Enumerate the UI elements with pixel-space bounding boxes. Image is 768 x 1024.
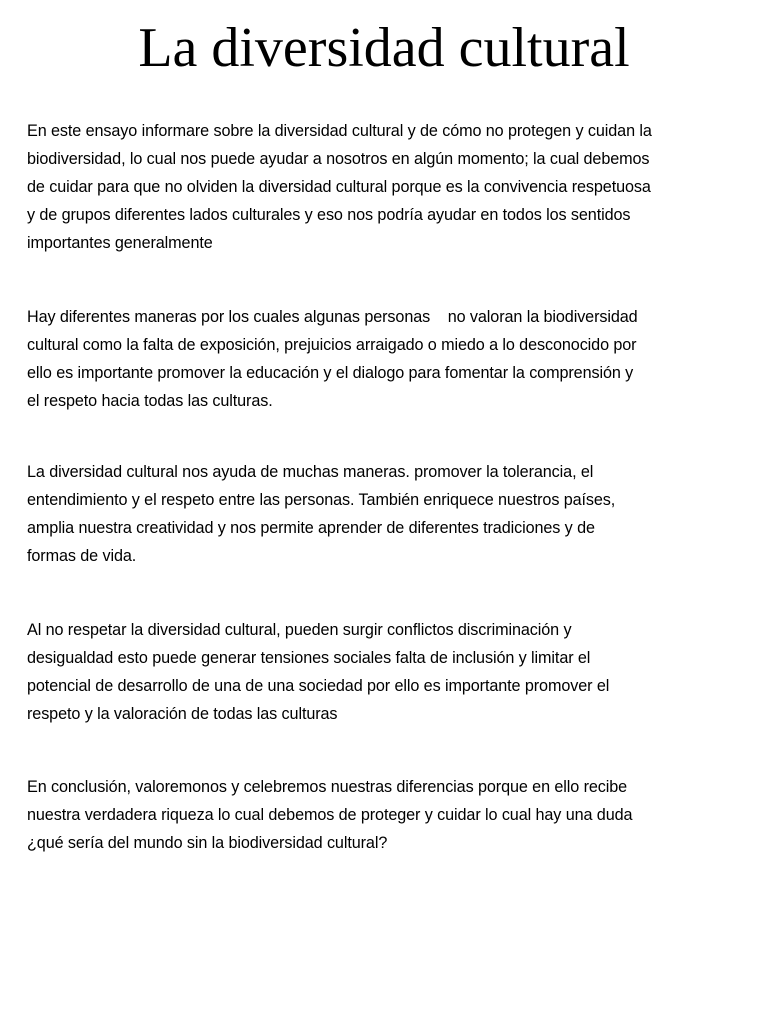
text-line: el respeto hacia todas las culturas. bbox=[27, 392, 273, 410]
paragraph-conclusion bbox=[27, 773, 747, 857]
text-line: cultural como la falta de exposición, prejuicios arraigado o miedo a lo desconocido por bbox=[27, 336, 637, 354]
text-line: respeto y la valoración de todas las culturas bbox=[27, 705, 338, 723]
paragraph-reasons bbox=[27, 303, 747, 415]
paragraph-introduction bbox=[27, 117, 747, 257]
text-line: de cuidar para que no olviden la diversidad cultural porque es la convivencia respetuosa bbox=[27, 178, 651, 196]
text-line: biodiversidad, lo cual nos puede ayudar a nosotros en algún momento; la cual debemos bbox=[27, 150, 650, 168]
text-line: La diversidad cultural nos ayuda de muchas maneras. promover la tolerancia, el bbox=[27, 463, 594, 481]
paragraph-consequences bbox=[27, 616, 747, 728]
text-line: ello es importante promover la educación y el dialogo para fomentar la comprensión y bbox=[27, 364, 634, 382]
text-line: ¿qué sería del mundo sin la biodiversidad cultural? bbox=[27, 834, 388, 852]
text-line: y de grupos diferentes lados culturales y eso nos podría ayudar en todos los sentidos bbox=[27, 206, 631, 224]
text-line: amplia nuestra creatividad y nos permite aprender de diferentes tradiciones y de bbox=[27, 519, 595, 537]
text-line: formas de vida. bbox=[27, 547, 137, 565]
text-line: potencial de desarrollo de una de una sociedad por ello es importante promover el bbox=[27, 677, 610, 695]
text-line: En este ensayo informare sobre la diversidad cultural y de cómo no protegen y cuidan la bbox=[27, 122, 652, 140]
document-title: La diversidad cultural bbox=[138, 17, 630, 79]
text-line: desigualdad esto puede generar tensiones sociales falta de inclusión y limitar el bbox=[27, 649, 591, 667]
text-line: Hay diferentes maneras por los cuales algunas personas no valoran la biodiversidad bbox=[27, 308, 638, 326]
text-line: nuestra verdadera riqueza lo cual debemos de proteger y cuidar lo cual hay una duda bbox=[27, 806, 633, 824]
text-line: Al no respetar la diversidad cultural, pueden surgir conflictos discriminación y bbox=[27, 621, 572, 639]
text-line: entendimiento y el respeto entre las personas. También enriquece nuestros países, bbox=[27, 491, 616, 509]
text-line: importantes generalmente bbox=[27, 234, 213, 252]
paragraph-benefits bbox=[27, 458, 747, 570]
text-line: En conclusión, valoremonos y celebremos nuestras diferencias porque en ello recibe bbox=[27, 778, 628, 796]
